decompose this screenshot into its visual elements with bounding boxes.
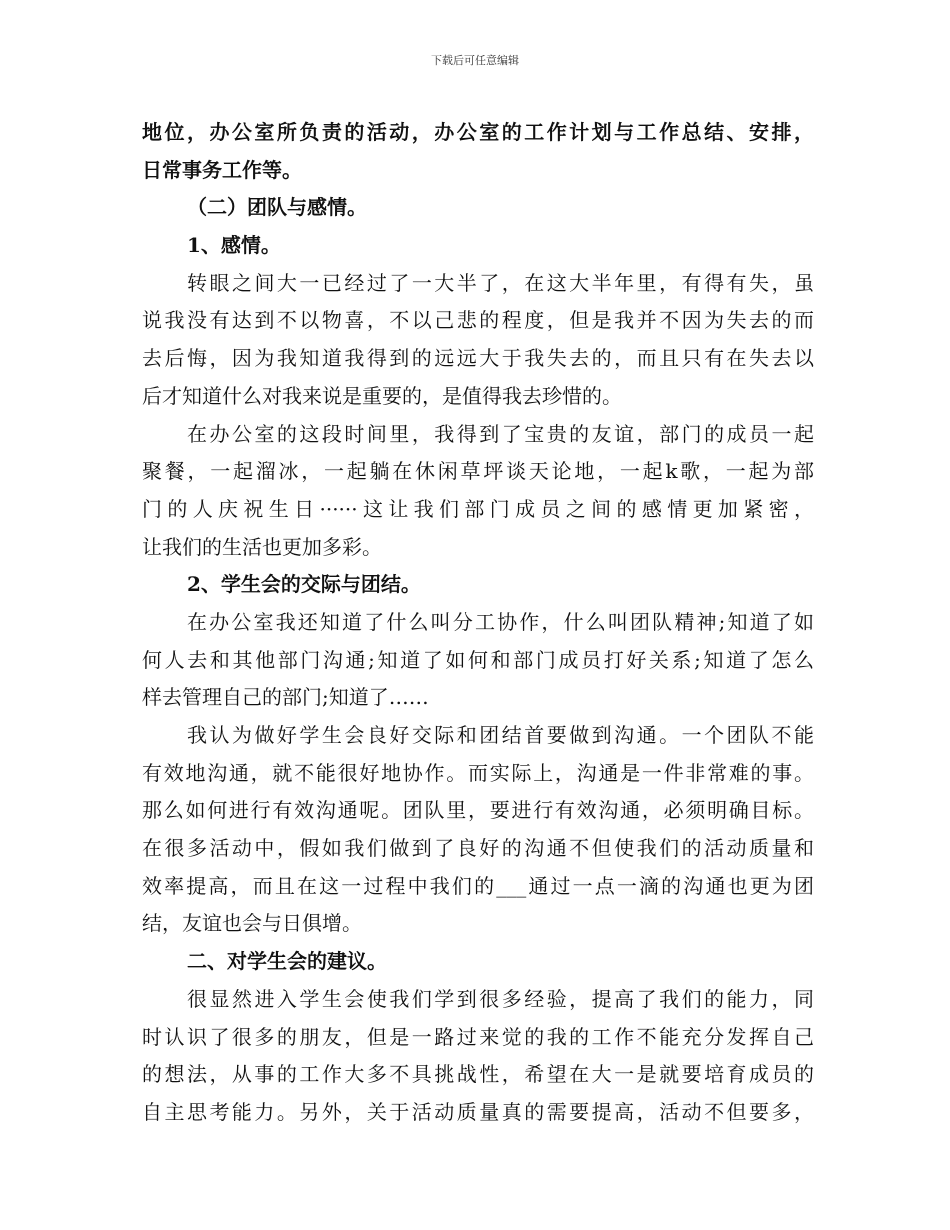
text-line: 在很多活动中，假如我们做到了良好的沟通不但使我们的活动质量和 bbox=[142, 836, 814, 861]
text-line: 门的人庆祝生日······这让我们部门成员之间的感情更加紧密， bbox=[142, 496, 814, 521]
text-line: 很显然进入学生会使我们学到很多经验，提高了我们的能力，同 bbox=[187, 986, 814, 1011]
text-line: 的想法，从事的工作大多不具挑战性，希望在大一是就要培育成员的 bbox=[142, 1062, 814, 1087]
text-line: 那么如何进行有效沟通呢。团队里，要进行有效沟通，必须明确目标。 bbox=[142, 798, 814, 823]
heading-line: 二、对学生会的建议。 bbox=[187, 949, 387, 974]
heading-line: 2、学生会的交际与团结。 bbox=[187, 572, 421, 597]
text-line: 我认为做好学生会良好交际和团结首要做到沟通。一个团队不能 bbox=[187, 723, 814, 747]
text-line: 结，友谊也会与日俱增。 bbox=[142, 911, 362, 936]
text-line: 样去管理自己的部门;知道了…… bbox=[142, 685, 429, 710]
page-header: 下载后可任意编辑 bbox=[431, 54, 519, 67]
text-line: 时认识了很多的朋友，但是一路过来觉的我的工作不能充分发挥自己 bbox=[142, 1024, 814, 1049]
text-line: 在办公室的这段时间里，我得到了宝贵的友谊，部门的成员一起 bbox=[187, 421, 814, 446]
heading-line: 地位，办公室所负责的活动，办公室的工作计划与工作总结、安排， bbox=[142, 120, 814, 144]
text-line: 让我们的生活也更加多彩。 bbox=[142, 534, 382, 559]
text-line: 说我没有达到不以物喜，不以己悲的程度，但是我并不因为失去的而 bbox=[142, 308, 814, 333]
text-line: 聚餐，一起溜冰，一起躺在休闲草坪谈天论地，一起k歌，一起为部 bbox=[142, 459, 814, 484]
heading-line: 日常事务工作等。 bbox=[142, 157, 302, 182]
document-body bbox=[142, 114, 814, 1132]
text-line: 何人去和其他部门沟通;知道了如何和部门成员打好关系;知道了怎么 bbox=[142, 647, 814, 672]
text-line: 在办公室我还知道了什么叫分工协作，什么叫团队精神;知道了如 bbox=[187, 609, 814, 634]
text-line: 自主思考能力。另外，关于活动质量真的需要提高，活动不但要多， bbox=[142, 1099, 814, 1124]
text-line: 去后悔，因为我知道我得到的远远大于我失去的，而且只有在失去以 bbox=[142, 346, 814, 371]
text-line: 有效地沟通，就不能很好地协作。而实际上，沟通是一件非常难的事。 bbox=[142, 760, 814, 785]
heading-line: 1、感情。 bbox=[187, 233, 281, 258]
text-line: 后才知道什么对我来说是重要的，是值得我去珍惜的。 bbox=[142, 383, 622, 408]
text-line: 效率提高，而且在这一过程中我们的___通过一点一滴的沟通也更为团 bbox=[142, 873, 814, 898]
text-line: 转眼之间大一已经过了一大半了，在这大半年里，有得有失，虽 bbox=[187, 270, 814, 295]
heading-line: （二）团队与感情。 bbox=[187, 195, 367, 220]
